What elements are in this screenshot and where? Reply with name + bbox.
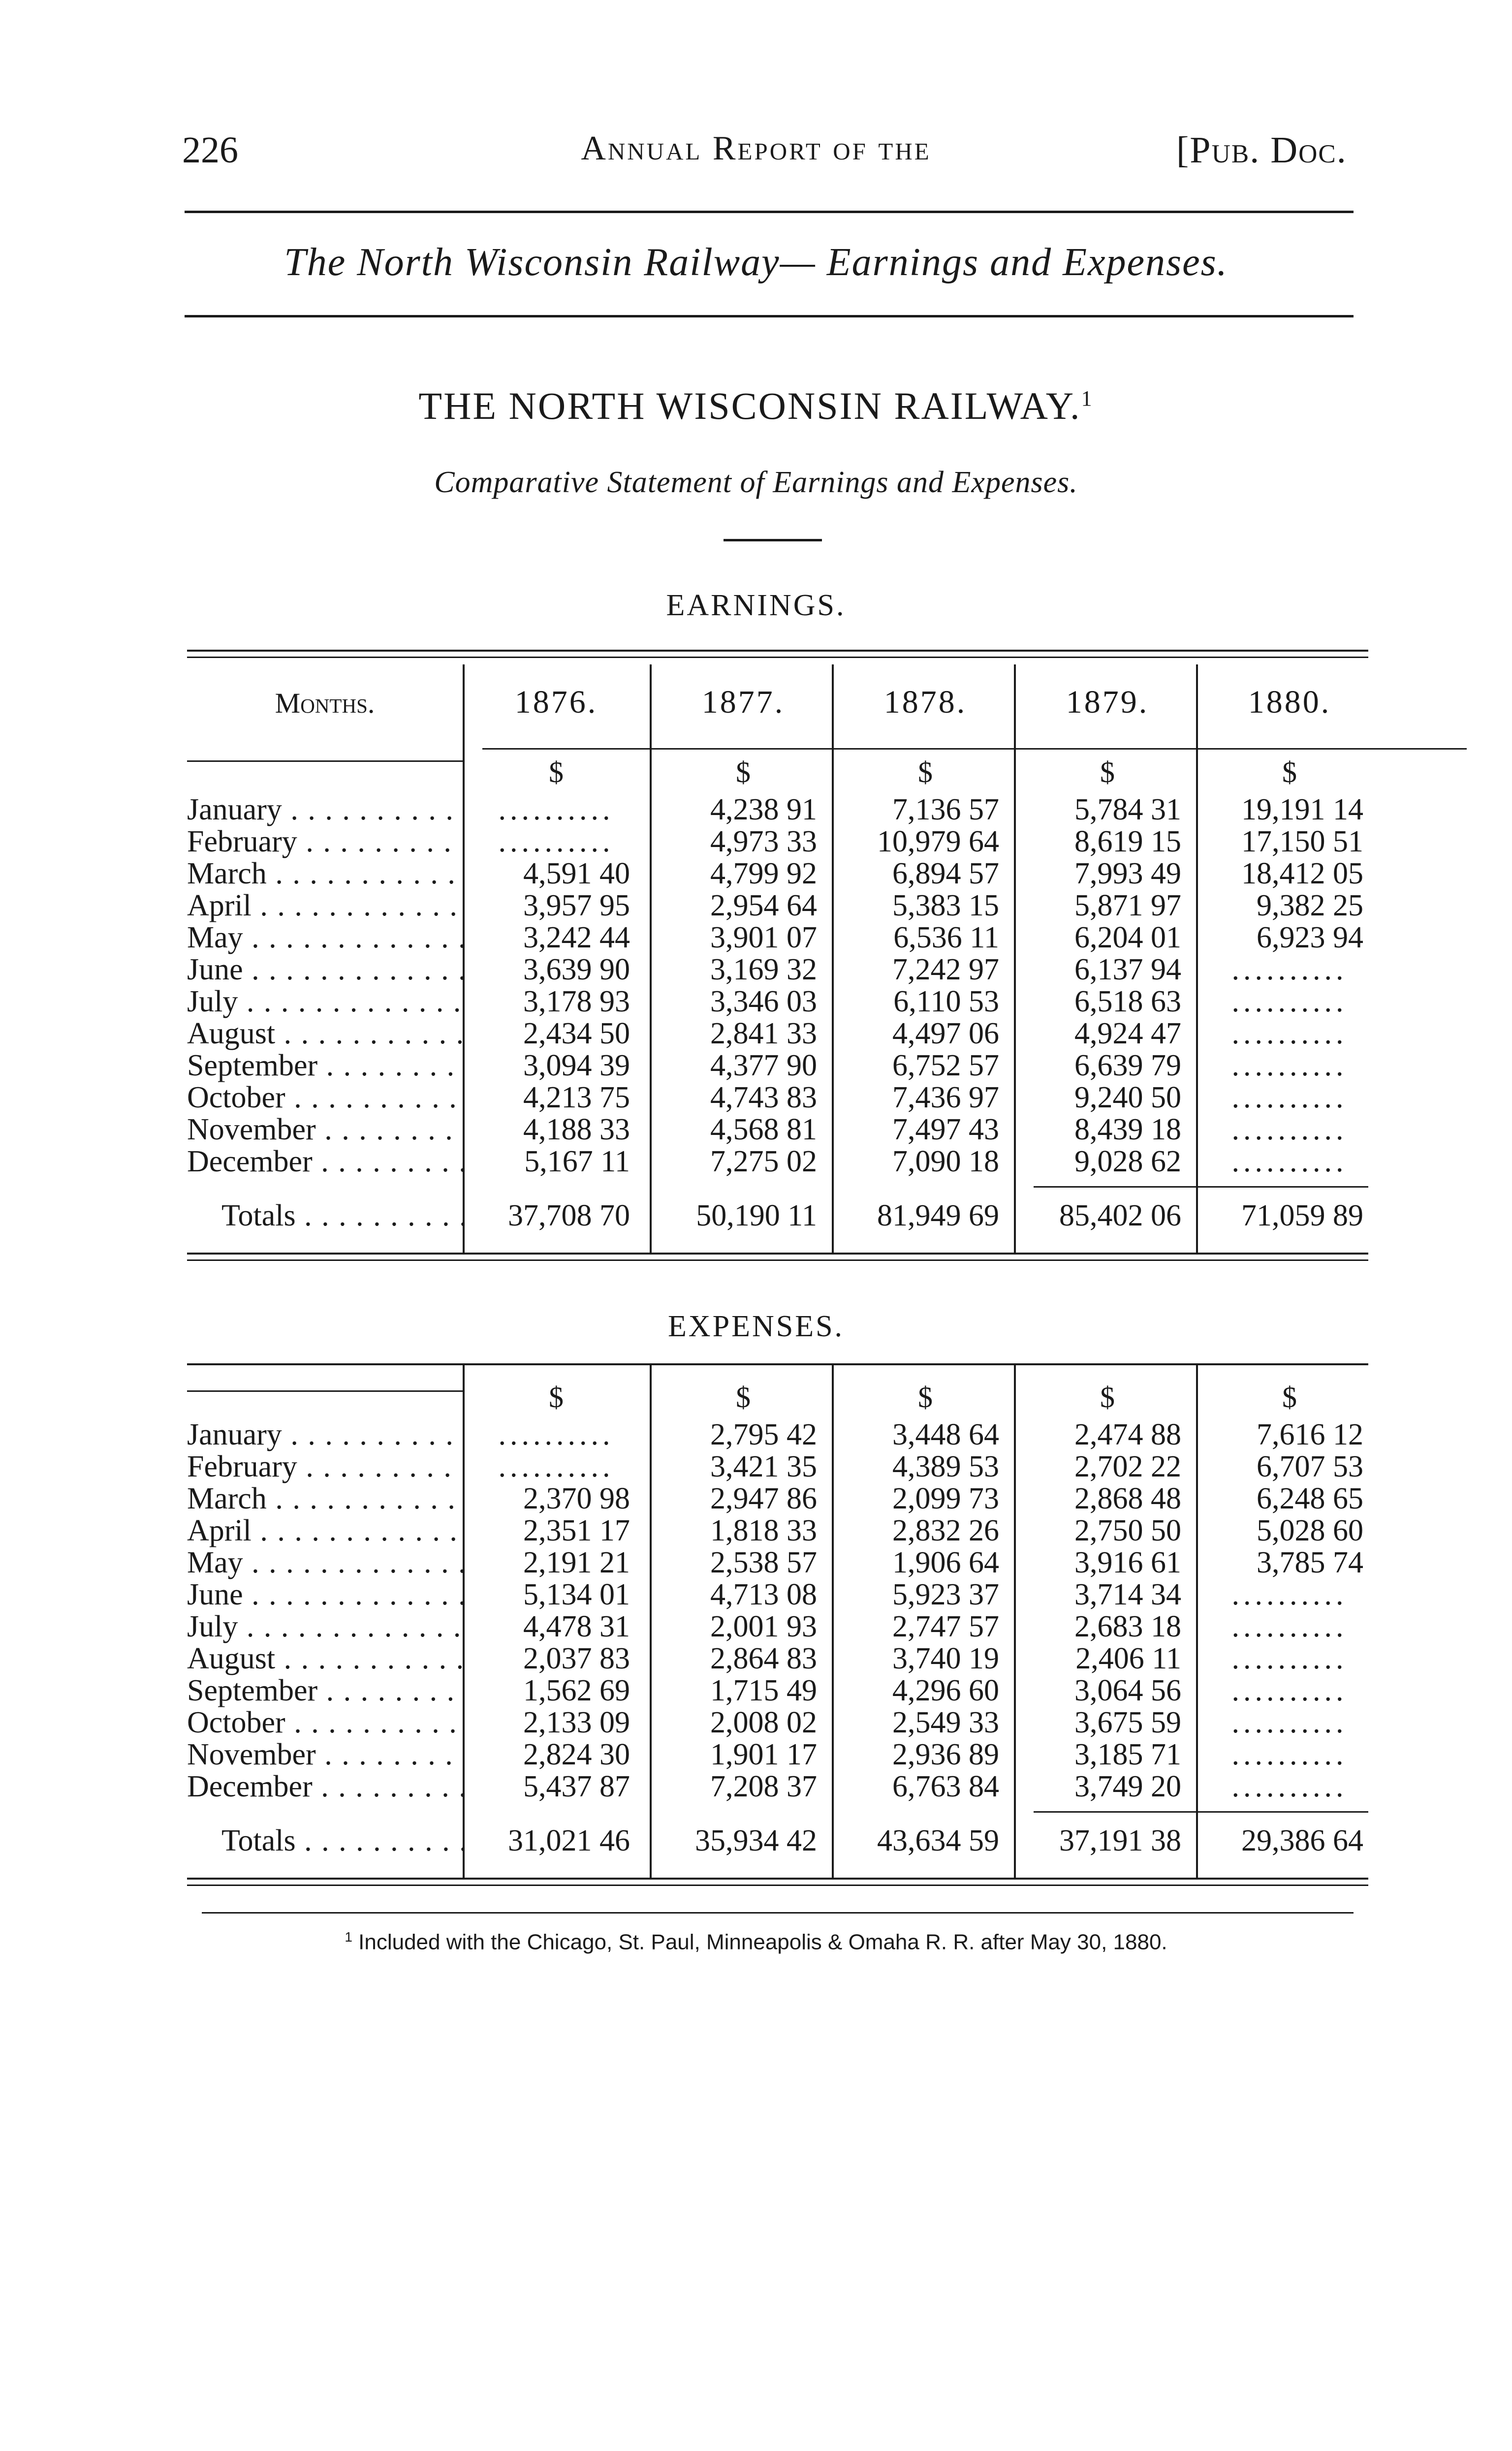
value-cell: 5,784 31 — [1074, 793, 1181, 826]
value-cell: 3,448 64 — [892, 1418, 999, 1451]
value-cell: 3,242 44 — [523, 921, 630, 954]
month-label: March . . . — [187, 856, 463, 891]
earnings-rule-1 — [187, 657, 1368, 658]
value-cell: 3,178 93 — [523, 985, 630, 1018]
month-label: June . . . — [187, 1577, 463, 1612]
expenses-table — [187, 1363, 1368, 1880]
value-cell: 17,150 51 — [1241, 825, 1363, 858]
footnote-mark: 1 — [345, 1929, 352, 1945]
month-label: March . . . — [187, 1481, 463, 1516]
total-cell: 43,634 59 — [877, 1824, 999, 1857]
expenses-column-divider — [1014, 1363, 1016, 1878]
month-label: February . . . — [187, 824, 463, 859]
value-cell: 4,213 75 — [523, 1081, 630, 1114]
running-subtitle: The North Wisconsin Railway— Earnings and Expenses. — [284, 241, 1228, 284]
value-cell: 2,191 21 — [523, 1546, 630, 1579]
earnings-table — [187, 650, 1368, 1289]
earnings-rule-3 — [482, 748, 1467, 750]
value-cell: 3,064 56 — [1074, 1674, 1181, 1707]
month-label: September . . . — [187, 1673, 463, 1708]
value-cell: 3,639 90 — [523, 953, 630, 986]
currency-symbol: $ — [1282, 756, 1297, 788]
empty-cell: .......... — [498, 1418, 614, 1451]
value-cell: 2,683 18 — [1074, 1610, 1181, 1643]
value-cell: 2,001 93 — [710, 1610, 817, 1643]
earnings-bottom-rule-2 — [187, 1259, 1368, 1261]
value-cell: 5,167 11 — [524, 1145, 630, 1178]
value-cell: 9,028 62 — [1074, 1145, 1181, 1178]
value-cell: 2,841 33 — [710, 1017, 817, 1050]
expenses-bottom-rule — [187, 1878, 1368, 1880]
total-cell: 31,021 46 — [508, 1824, 630, 1857]
month-label: August . . . — [187, 1641, 463, 1676]
value-cell: 4,188 33 — [523, 1113, 630, 1146]
expenses-rule-1 — [187, 1390, 463, 1392]
value-cell: 2,133 09 — [523, 1706, 630, 1739]
value-cell: 4,973 33 — [710, 825, 817, 858]
empty-cell: .......... — [1231, 1674, 1348, 1707]
empty-cell: .......... — [1231, 1738, 1348, 1771]
month-label: November . . . — [187, 1112, 463, 1147]
value-cell: 5,028 60 — [1257, 1514, 1363, 1547]
expenses-column-divider — [463, 1363, 465, 1878]
value-cell: 5,383 15 — [892, 889, 999, 922]
value-cell: 6,204 01 — [1074, 921, 1181, 954]
total-cell: 29,386 64 — [1241, 1824, 1363, 1857]
month-label: June . . . — [187, 952, 463, 987]
month-label: December . . . — [187, 1769, 463, 1804]
value-cell: 7,208 37 — [710, 1770, 817, 1803]
expenses-column-divider — [650, 1363, 652, 1878]
expenses-totals-rule — [1034, 1811, 1368, 1813]
value-cell: 3,169 32 — [710, 953, 817, 986]
value-cell: 2,370 98 — [523, 1482, 630, 1515]
value-cell: 6,248 65 — [1257, 1482, 1363, 1515]
value-cell: 2,868 48 — [1074, 1482, 1181, 1515]
month-label: September . . . — [187, 1048, 463, 1083]
value-cell: 3,916 61 — [1074, 1546, 1181, 1579]
earnings-bottom-rule — [187, 1253, 1368, 1255]
value-cell: 6,763 84 — [892, 1770, 999, 1803]
value-cell: 4,497 06 — [892, 1017, 999, 1050]
value-cell: 6,752 57 — [892, 1049, 999, 1082]
total-cell: 50,190 11 — [696, 1199, 817, 1232]
currency-symbol: $ — [549, 1381, 564, 1414]
earnings-rule-2 — [187, 760, 463, 762]
value-cell: 6,536 11 — [893, 921, 999, 954]
value-cell: 4,238 91 — [710, 793, 817, 826]
year-header: 1876. — [514, 684, 598, 720]
value-cell: 1,562 69 — [523, 1674, 630, 1707]
empty-cell: .......... — [498, 793, 614, 826]
total-cell: 35,934 42 — [695, 1824, 817, 1857]
month-label: October . . . — [187, 1080, 463, 1115]
currency-symbol: $ — [918, 1381, 933, 1414]
empty-cell: .......... — [498, 1450, 614, 1483]
value-cell: 2,434 50 — [523, 1017, 630, 1050]
value-cell: 2,824 30 — [523, 1738, 630, 1771]
value-cell: 2,864 83 — [710, 1642, 817, 1675]
value-cell: 7,136 57 — [892, 793, 999, 826]
earnings-totals-rule — [1034, 1186, 1368, 1188]
year-header: 1880. — [1248, 684, 1331, 720]
value-cell: 5,437 87 — [523, 1770, 630, 1803]
currency-symbol: $ — [1282, 1381, 1297, 1414]
value-cell: 7,242 97 — [892, 953, 999, 986]
empty-cell: .......... — [1231, 985, 1348, 1018]
value-cell: 1,818 33 — [710, 1514, 817, 1547]
year-header: 1877. — [701, 684, 785, 720]
empty-cell: .......... — [1231, 1770, 1348, 1803]
expenses-heading: EXPENSES. — [667, 1310, 845, 1343]
value-cell: 4,568 81 — [710, 1113, 817, 1146]
running-title: Annual Report of the — [581, 129, 931, 167]
total-cell: 37,191 38 — [1059, 1824, 1181, 1857]
currency-symbol: $ — [1100, 1381, 1115, 1414]
year-header: 1878. — [883, 684, 967, 720]
value-cell: 6,110 53 — [893, 985, 999, 1018]
value-cell: 4,743 83 — [710, 1081, 817, 1114]
main-title-text: THE NORTH WISCONSIN RAILWAY. — [418, 384, 1081, 427]
title-footnote-mark: 1 — [1081, 386, 1094, 410]
empty-cell: .......... — [1231, 1145, 1348, 1178]
value-cell: 2,954 64 — [710, 889, 817, 922]
value-cell: 2,538 57 — [710, 1546, 817, 1579]
value-cell: 6,137 94 — [1074, 953, 1181, 986]
currency-symbol: $ — [1100, 756, 1115, 788]
earnings-column-divider — [463, 664, 465, 1253]
value-cell: 2,008 02 — [710, 1706, 817, 1739]
currency-symbol: $ — [918, 756, 933, 788]
value-cell: 2,936 89 — [892, 1738, 999, 1771]
empty-cell: .......... — [1231, 1642, 1348, 1675]
value-cell: 2,037 83 — [523, 1642, 630, 1675]
pub-doc-label: [Pub. Doc. — [1176, 129, 1347, 171]
value-cell: 3,421 35 — [710, 1450, 817, 1483]
value-cell: 6,707 53 — [1257, 1450, 1363, 1483]
value-cell: 4,591 40 — [523, 857, 630, 890]
footnote-text: Included with the Chicago, St. Paul, Minneapolis & Omaha R. R. after May 30, 1880. — [358, 1930, 1167, 1954]
month-label: October . . . — [187, 1705, 463, 1740]
value-cell: 1,901 17 — [710, 1738, 817, 1771]
value-cell: 2,947 86 — [710, 1482, 817, 1515]
earnings-column-divider — [832, 664, 834, 1253]
value-cell: 7,275 02 — [710, 1145, 817, 1178]
value-cell: 10,979 64 — [877, 825, 999, 858]
value-cell: 4,296 60 — [892, 1674, 999, 1707]
value-cell: 2,549 33 — [892, 1706, 999, 1739]
value-cell: 5,871 97 — [1074, 889, 1181, 922]
empty-cell: .......... — [498, 825, 614, 858]
month-label: May . . . — [187, 1545, 463, 1580]
total-cell: 37,708 70 — [508, 1199, 630, 1232]
main-subtitle: Comparative Statement of Earnings and Expenses. — [434, 466, 1078, 499]
value-cell: 7,616 12 — [1257, 1418, 1363, 1451]
value-cell: 6,894 57 — [892, 857, 999, 890]
value-cell: 3,346 03 — [710, 985, 817, 1018]
currency-symbol: $ — [549, 756, 564, 788]
footnote-rule — [202, 1912, 1354, 1914]
empty-cell: .......... — [1231, 1017, 1348, 1050]
value-cell: 1,906 64 — [892, 1546, 999, 1579]
earnings-column-divider — [1014, 664, 1016, 1253]
value-cell: 18,412 05 — [1241, 857, 1363, 890]
value-cell: 2,702 22 — [1074, 1450, 1181, 1483]
month-label: November . . . — [187, 1737, 463, 1772]
value-cell: 7,993 49 — [1074, 857, 1181, 890]
total-cell: 81,949 69 — [877, 1199, 999, 1232]
month-label: January . . . — [187, 792, 463, 827]
value-cell: 2,747 57 — [892, 1610, 999, 1643]
value-cell: 8,619 15 — [1074, 825, 1181, 858]
footnote — [0, 1929, 1512, 1955]
main-title — [0, 384, 1512, 428]
value-cell: 1,715 49 — [710, 1674, 817, 1707]
value-cell: 6,923 94 — [1257, 921, 1363, 954]
expenses-bottom-rule-2 — [187, 1885, 1368, 1886]
value-cell: 3,957 95 — [523, 889, 630, 922]
value-cell: 3,714 34 — [1074, 1578, 1181, 1611]
total-cell: 71,059 89 — [1241, 1199, 1363, 1232]
month-label: December . . . — [187, 1144, 463, 1179]
totals-label: Totals . . . — [221, 1198, 463, 1233]
value-cell: 2,474 88 — [1074, 1418, 1181, 1451]
value-cell: 4,713 08 — [710, 1578, 817, 1611]
empty-cell: .......... — [1231, 1049, 1348, 1082]
value-cell: 2,750 50 — [1074, 1514, 1181, 1547]
value-cell: 2,406 11 — [1075, 1642, 1181, 1675]
value-cell: 3,785 74 — [1257, 1546, 1363, 1579]
value-cell: 2,351 17 — [523, 1514, 630, 1547]
month-label: May . . . — [187, 920, 463, 955]
empty-cell: .......... — [1231, 1610, 1348, 1643]
empty-cell: .......... — [1231, 1113, 1348, 1146]
value-cell: 2,099 73 — [892, 1482, 999, 1515]
currency-symbol: $ — [736, 756, 751, 788]
month-label: July . . . — [187, 984, 463, 1019]
earnings-rule-0 — [187, 650, 1368, 652]
earnings-column-divider — [1196, 664, 1198, 1253]
value-cell: 7,090 18 — [892, 1145, 999, 1178]
month-label: January . . . — [187, 1417, 463, 1452]
earnings-column-divider — [650, 664, 652, 1253]
header-rule-top — [185, 211, 1354, 213]
month-label: August . . . — [187, 1016, 463, 1051]
value-cell: 4,377 90 — [710, 1049, 817, 1082]
title-short-rule — [724, 539, 822, 541]
month-label: April . . . — [187, 1513, 463, 1548]
value-cell: 9,382 25 — [1257, 889, 1363, 922]
expenses-rule-0 — [187, 1363, 1368, 1365]
month-label: April . . . — [187, 888, 463, 923]
header-rule-bottom — [185, 315, 1354, 317]
value-cell: 7,436 97 — [892, 1081, 999, 1114]
totals-label: Totals . . . — [221, 1823, 463, 1858]
months-header: Months. — [275, 687, 375, 719]
value-cell: 2,832 26 — [892, 1514, 999, 1547]
value-cell: 3,901 07 — [710, 921, 817, 954]
value-cell: 4,389 53 — [892, 1450, 999, 1483]
total-cell: 85,402 06 — [1059, 1199, 1181, 1232]
value-cell: 2,795 42 — [710, 1418, 817, 1451]
value-cell: 9,240 50 — [1074, 1081, 1181, 1114]
value-cell: 3,749 20 — [1074, 1770, 1181, 1803]
value-cell: 7,497 43 — [892, 1113, 999, 1146]
empty-cell: .......... — [1231, 1081, 1348, 1114]
expenses-column-divider — [832, 1363, 834, 1878]
month-label: February . . . — [187, 1449, 463, 1484]
value-cell: 4,924 47 — [1074, 1017, 1181, 1050]
value-cell: 3,740 19 — [892, 1642, 999, 1675]
currency-symbol: $ — [736, 1381, 751, 1414]
value-cell: 3,094 39 — [523, 1049, 630, 1082]
month-label: July . . . — [187, 1609, 463, 1644]
year-header: 1879. — [1066, 684, 1149, 720]
empty-cell: .......... — [1231, 953, 1348, 986]
earnings-heading: EARNINGS. — [666, 589, 846, 622]
value-cell: 6,639 79 — [1074, 1049, 1181, 1082]
value-cell: 5,923 37 — [892, 1578, 999, 1611]
value-cell: 4,799 92 — [710, 857, 817, 890]
expenses-column-divider — [1196, 1363, 1198, 1878]
value-cell: 6,518 63 — [1074, 985, 1181, 1018]
value-cell: 5,134 01 — [523, 1578, 630, 1611]
value-cell: 19,191 14 — [1241, 793, 1363, 826]
empty-cell: .......... — [1231, 1706, 1348, 1739]
value-cell: 3,675 59 — [1074, 1706, 1181, 1739]
value-cell: 8,439 18 — [1074, 1113, 1181, 1146]
page-number: 226 — [182, 129, 238, 171]
empty-cell: .......... — [1231, 1578, 1348, 1611]
value-cell: 4,478 31 — [523, 1610, 630, 1643]
value-cell: 3,185 71 — [1074, 1738, 1181, 1771]
